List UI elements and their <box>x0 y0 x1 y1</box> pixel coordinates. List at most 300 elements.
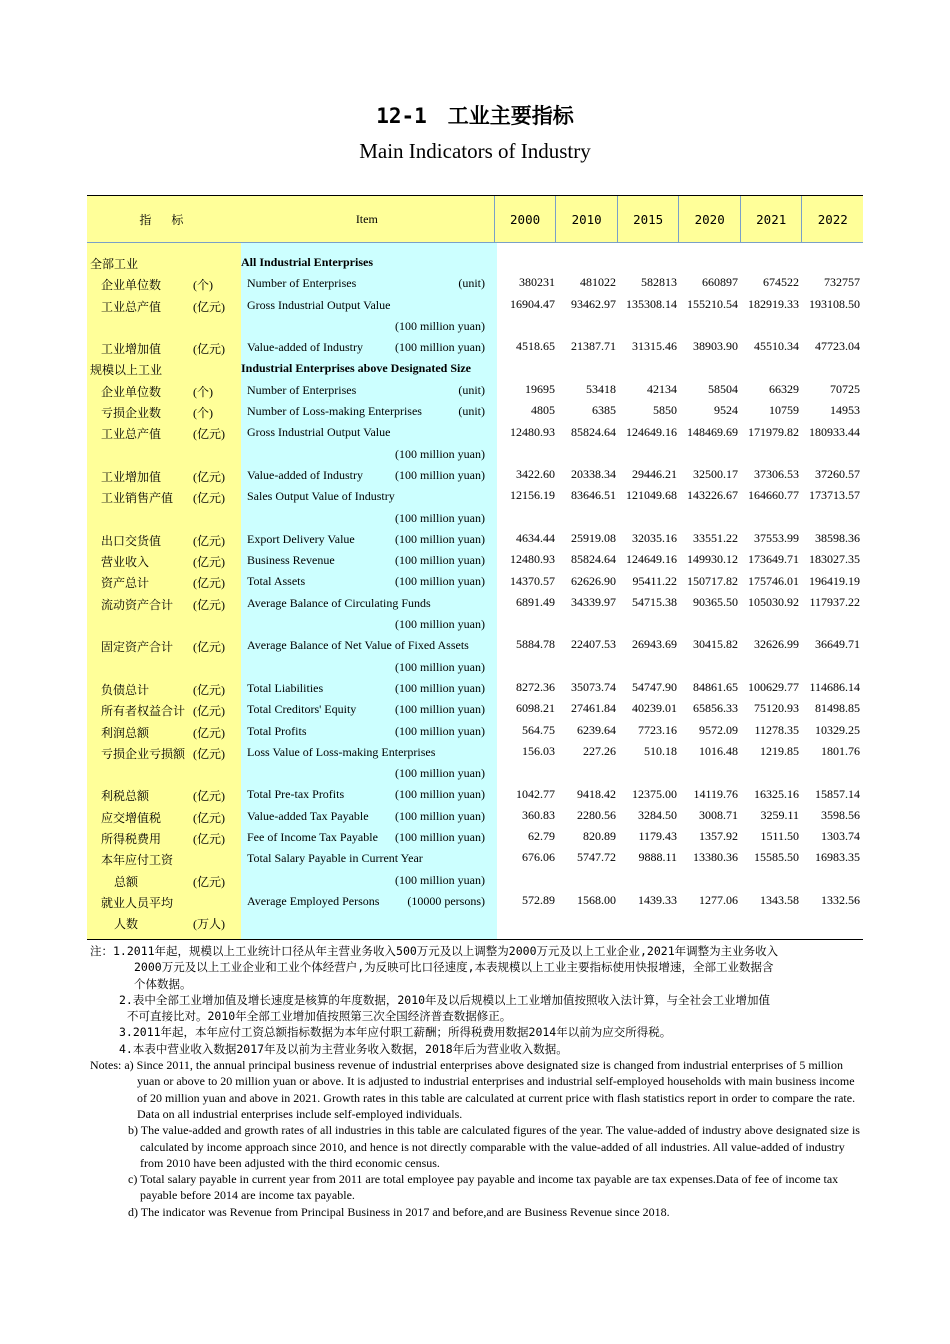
table-rows <box>87 243 863 939</box>
indicator-cn-label: 企业单位数 <box>101 278 162 293</box>
cell-item-en <box>241 613 497 634</box>
value-cell: 54747.90 <box>632 680 677 695</box>
value-cell: 1042.77 <box>516 786 555 801</box>
value-cell: 171979.82 <box>748 424 799 439</box>
item-en-unit: (100 million yuan) <box>395 808 485 823</box>
value-cell: 12480.93 <box>510 424 555 439</box>
table-section-row <box>87 251 863 272</box>
cell-item-en <box>241 379 497 400</box>
value-cell: 1016.48 <box>699 743 738 758</box>
cell-indicator-cn <box>87 528 241 549</box>
value-cell: 9572.09 <box>699 722 738 737</box>
table-row <box>87 592 863 613</box>
indicator-cn-label: 亏损企业亏损额 <box>101 746 186 761</box>
value-cell: 481022 <box>580 275 616 290</box>
cell-item-en <box>241 762 497 783</box>
header-year: 2000 <box>495 196 557 242</box>
item-en-label: Total Liabilities <box>247 680 324 695</box>
value-cell: 124649.16 <box>626 552 677 567</box>
item-en-unit: (100 million yuan) <box>395 446 485 461</box>
indicator-cn-label: 总额 <box>114 874 139 889</box>
indicator-cn-label: 人数 <box>114 917 139 932</box>
indicator-cn-label: 工业增加值 <box>101 469 162 484</box>
indicator-cn-unit: (亿元) <box>193 555 225 570</box>
value-cell: 582813 <box>641 275 677 290</box>
cell-indicator-cn <box>87 570 241 591</box>
item-en-label: Total Pre-tax Profits <box>247 787 345 802</box>
value-cell: 6385 <box>592 403 616 418</box>
cell-indicator-cn <box>87 379 241 400</box>
value-cell: 62.79 <box>528 829 555 844</box>
value-cell: 34339.97 <box>571 594 616 609</box>
item-en-unit: (100 million yuan) <box>395 318 485 333</box>
table-row <box>87 294 863 315</box>
value-cell: 35073.74 <box>571 680 616 695</box>
table-row <box>87 507 863 528</box>
table-row <box>87 826 863 847</box>
value-cell: 148469.69 <box>687 424 738 439</box>
table-row <box>87 869 863 890</box>
note-en: b) The value-added and growth rates of all industries in this table are calculated figures of the year. The value-added of industry above designated size is calculated by income approach since 2010, and hence is not directly comparable with the value-added of all industries. All value-added of industry from 2010 have been adjusted with the third economic census. <box>128 1123 860 1170</box>
value-cell: 6891.49 <box>516 594 555 609</box>
cell-indicator-cn <box>87 421 241 442</box>
value-cell: 9888.11 <box>638 850 677 865</box>
value-cell: 12375.00 <box>632 786 677 801</box>
cell-indicator-cn <box>87 315 241 336</box>
item-en-label: Fee of Income Tax Payable <box>247 830 378 845</box>
value-cell: 29446.21 <box>632 467 677 482</box>
value-cell: 135308.14 <box>626 296 677 311</box>
value-cell: 1219.85 <box>760 743 799 758</box>
indicator-cn-label: 工业销售产值 <box>101 491 174 506</box>
cell-item-en <box>241 294 497 315</box>
cell-item-en <box>241 911 497 932</box>
item-en-unit: (100 million yuan) <box>395 787 485 802</box>
value-cell: 37553.99 <box>754 531 799 545</box>
value-cell: 84861.65 <box>693 680 738 695</box>
item-en-label: Total Profits <box>247 723 307 738</box>
value-cell: 1439.33 <box>638 893 677 908</box>
value-cell: 65856.33 <box>693 701 738 716</box>
note-en: d) The indicator was Revenue from Principal Business in 2017 and before,and are Business Revenue since 2018. <box>128 1204 670 1219</box>
indicator-cn-label: 就业人员平均 <box>101 895 174 910</box>
indicator-cn-unit: (亿元) <box>193 576 225 591</box>
indicator-cn-unit: (亿元) <box>193 810 225 825</box>
note-cn: 个体数据。 <box>134 976 192 991</box>
indicator-cn-unit: (亿元) <box>193 491 225 506</box>
cell-indicator-cn <box>87 847 241 868</box>
cell-indicator-cn <box>87 400 241 421</box>
cell-item-en <box>241 464 497 485</box>
cell-indicator-cn <box>87 656 241 677</box>
value-cell: 674522 <box>763 275 799 290</box>
value-cell: 75120.93 <box>754 701 799 716</box>
header-year: 2021 <box>741 196 803 242</box>
value-cell: 1303.74 <box>821 829 860 844</box>
item-en-unit: (10000 persons) <box>407 893 485 908</box>
cell-indicator-cn <box>87 677 241 698</box>
indicator-cn-label: 出口交货值 <box>101 533 162 548</box>
indicator-cn-unit: (亿元) <box>193 725 225 740</box>
item-en-label: Average Balance of Circulating Funds <box>247 595 431 610</box>
value-cell: 15585.50 <box>754 850 799 865</box>
table-section-row <box>87 357 863 378</box>
value-cell: 9524 <box>714 403 738 418</box>
value-cell: 54715.38 <box>632 594 677 609</box>
value-cell: 62626.90 <box>571 573 616 588</box>
value-cell: 20338.34 <box>571 467 616 482</box>
indicator-cn-label: 本年应付工资 <box>101 853 174 868</box>
table-row <box>87 911 863 932</box>
note-cn: 注：1.2011年起，规模以上工业统计口径从年主营业务收入500万元及以上调整为2000万元及以上工业企业,2021年调整为主业务收入 <box>90 944 779 958</box>
indicator-cn-label: 工业增加值 <box>101 342 162 357</box>
value-cell: 572.89 <box>522 893 555 908</box>
indicator-cn-label: 全部工业 <box>90 257 139 271</box>
table-row <box>87 400 863 421</box>
indicator-cn-label: 所得税费用 <box>101 832 162 847</box>
value-cell: 3422.60 <box>516 467 555 482</box>
item-en-unit: (100 million yuan) <box>395 702 485 717</box>
value-cell: 4805 <box>531 403 555 418</box>
value-cell: 32626.99 <box>754 637 799 652</box>
value-cell: 3259.11 <box>760 807 799 822</box>
value-cell: 37306.53 <box>754 467 799 482</box>
item-en-label: Value-added Tax Payable <box>247 808 369 823</box>
item-en-unit: (100 million yuan) <box>395 574 485 589</box>
value-cell: 2280.56 <box>577 807 616 822</box>
cell-indicator-cn <box>87 634 241 655</box>
value-cell: 156.03 <box>522 743 555 758</box>
indicator-cn-unit: (亿元) <box>193 342 225 357</box>
value-cell: 22407.53 <box>571 637 616 652</box>
table-row <box>87 720 863 741</box>
indicator-cn-unit: (万人) <box>193 917 225 932</box>
value-cell: 90365.50 <box>693 594 738 609</box>
indicator-cn-label: 固定资产合计 <box>101 640 174 655</box>
item-en-label: Total Assets <box>247 574 306 589</box>
cell-item-en <box>241 847 497 868</box>
value-cell: 85824.64 <box>571 424 616 439</box>
note-cn: 2000万元及以上工业企业和工业个体经营户,为反映可比口径速度,本表规模以上工业主要指标使用快报增速，全部工业数据含 <box>134 960 774 975</box>
item-en-unit: (100 million yuan) <box>395 659 485 674</box>
value-cell: 3284.50 <box>638 807 677 822</box>
value-cell: 173649.71 <box>748 552 799 567</box>
value-cell: 164660.77 <box>748 488 799 503</box>
table-row <box>87 549 863 570</box>
value-cell: 227.26 <box>583 743 616 758</box>
value-cell: 1511.50 <box>760 829 799 844</box>
item-en-label: Export Delivery Value <box>247 531 355 546</box>
value-cell: 183027.35 <box>809 552 860 567</box>
value-cell: 33551.22 <box>693 531 738 545</box>
indicator-cn-label: 规模以上工业 <box>90 363 163 378</box>
indicator-cn-unit: (亿元) <box>193 682 225 697</box>
value-cell: 93462.97 <box>571 296 616 311</box>
item-en-unit: (100 million yuan) <box>395 830 485 845</box>
value-cell: 4518.65 <box>516 339 555 354</box>
cell-indicator-cn <box>87 357 241 378</box>
cell-item-en <box>241 528 497 549</box>
value-cell: 5884.78 <box>516 637 555 652</box>
item-en-label: Gross Industrial Output Value <box>247 425 391 440</box>
cell-indicator-cn <box>87 741 241 762</box>
header-year: 2022 <box>817 211 848 227</box>
indicator-cn-label: 利税总额 <box>101 789 150 804</box>
cell-indicator-cn <box>87 890 241 911</box>
value-cell: 53418 <box>586 381 616 396</box>
indicator-cn-unit: (亿元) <box>193 427 225 442</box>
table-body <box>87 243 863 940</box>
item-en-unit: (100 million yuan) <box>395 467 485 482</box>
notes <box>90 943 860 1220</box>
item-en-unit: (100 million yuan) <box>395 617 485 632</box>
cell-item-en <box>241 656 497 677</box>
indicators-table <box>87 195 863 940</box>
value-cell: 25919.08 <box>571 531 616 545</box>
value-cell: 5747.72 <box>577 850 616 865</box>
value-cell: 16904.47 <box>510 296 555 311</box>
note-cn: 不可直接比对。2010年全部工业增加值按照第三次全国经济普查数据修正。 <box>127 1009 512 1024</box>
value-cell: 660897 <box>702 275 738 290</box>
value-cell: 5850 <box>653 403 677 418</box>
value-cell: 95411.22 <box>632 573 677 588</box>
table-row <box>87 570 863 591</box>
item-en-unit: (100 million yuan) <box>395 340 485 355</box>
cell-item-en <box>241 592 497 613</box>
item-en-label: Number of Loss-making Enterprises <box>247 404 422 419</box>
table-row <box>87 890 863 911</box>
value-cell: 85824.64 <box>571 552 616 567</box>
value-cell: 15857.14 <box>815 786 860 801</box>
header-year: 2020 <box>679 196 741 242</box>
cell-indicator-cn <box>87 805 241 826</box>
cell-item-en <box>241 869 497 890</box>
item-en-label: Total Salary Payable in Current Year <box>247 851 423 866</box>
cell-item-en <box>241 272 497 293</box>
value-cell: 150717.82 <box>687 573 738 588</box>
table-row <box>87 656 863 677</box>
indicator-cn-unit: (亿元) <box>193 874 225 889</box>
value-cell: 12156.19 <box>510 488 555 503</box>
value-cell: 1343.58 <box>760 893 799 908</box>
value-cell: 14953 <box>830 403 860 418</box>
indicator-cn-unit: (个) <box>193 406 213 421</box>
value-cell: 31315.46 <box>632 339 677 354</box>
value-cell: 117937.22 <box>809 594 860 609</box>
indicator-cn-label: 资产总计 <box>101 576 150 591</box>
cell-item-en <box>241 783 497 804</box>
header-year: 2015 <box>618 196 680 242</box>
header-item-en: Item <box>240 196 495 242</box>
table-row <box>87 698 863 719</box>
value-cell: 32035.16 <box>632 531 677 545</box>
table-row <box>87 379 863 400</box>
cell-indicator-cn <box>87 336 241 357</box>
value-cell: 8272.36 <box>516 680 555 695</box>
table-row <box>87 272 863 293</box>
value-cell: 66329 <box>769 381 799 396</box>
item-en-unit: (100 million yuan) <box>395 510 485 525</box>
item-en-label: Gross Industrial Output Value <box>247 297 391 312</box>
cell-item-en <box>241 507 497 528</box>
cell-item-en <box>241 741 497 762</box>
value-cell: 38903.90 <box>693 339 738 354</box>
cell-item-en <box>241 315 497 336</box>
indicator-cn-unit: (亿元) <box>193 533 225 548</box>
value-cell: 27461.84 <box>571 701 616 716</box>
indicator-cn-unit: (个) <box>193 278 213 293</box>
item-en-label: Total Creditors' Equity <box>247 702 357 717</box>
table-row <box>87 634 863 655</box>
note-cn: 4.本表中营业收入数据2017年及以前为主营业务收入数据，2018年后为营业收入数据。 <box>119 1041 568 1056</box>
indicator-cn-label: 所有者权益合计 <box>101 704 186 719</box>
item-en-unit: (100 million yuan) <box>395 766 485 781</box>
indicator-cn-unit: (亿元) <box>193 299 225 314</box>
cell-indicator-cn <box>87 826 241 847</box>
cell-indicator-cn <box>87 698 241 719</box>
table-row <box>87 464 863 485</box>
item-en-unit: (100 million yuan) <box>395 553 485 568</box>
value-cell: 124649.16 <box>626 424 677 439</box>
cell-indicator-cn <box>87 613 241 634</box>
value-cell: 121049.68 <box>626 488 677 503</box>
item-en-label: Average Employed Persons <box>247 893 380 908</box>
table-row <box>87 677 863 698</box>
value-cell: 16983.35 <box>815 850 860 865</box>
value-cell: 6098.21 <box>516 701 555 716</box>
value-cell: 10759 <box>769 403 799 418</box>
cell-indicator-cn <box>87 783 241 804</box>
value-cell: 10329.25 <box>815 722 860 737</box>
value-cell: 11278.35 <box>754 722 799 737</box>
value-cell: 3598.56 <box>821 807 860 822</box>
cell-item-en <box>241 890 497 911</box>
value-cell: 21387.71 <box>571 339 616 354</box>
value-cell: 19695 <box>525 381 555 396</box>
value-cell: 83646.51 <box>571 488 616 503</box>
value-cell: 14119.76 <box>693 786 738 801</box>
indicator-cn-unit: (个) <box>193 384 213 399</box>
item-en-label: Value-added of Industry <box>247 467 363 482</box>
table-row <box>87 336 863 357</box>
cell-item-en <box>241 805 497 826</box>
cell-indicator-cn <box>87 251 241 272</box>
value-cell: 6239.64 <box>577 722 616 737</box>
table-row <box>87 805 863 826</box>
indicator-cn-label: 亏损企业数 <box>101 406 162 421</box>
indicator-cn-label: 营业收入 <box>101 555 150 570</box>
value-cell: 1568.00 <box>577 893 616 908</box>
value-cell: 30415.82 <box>693 637 738 652</box>
value-cell: 58504 <box>708 381 738 396</box>
note-en: Notes: a) Since 2011, the annual principal business revenue of industrial enterprises above designated size is changed from industrial enterprises of 5 million yuan or above to 20 million yuan or above. It is adjusted to industrial enterprises and industrial self-employed households with main business income of 20 million yuan and above in 2021. Growth rates in this table are calculated at current price with flash statistics report in order to compare the rate. Data on all industrial enterprises include self-employed individuals. <box>90 1058 856 1121</box>
indicator-cn-label: 工业总产值 <box>101 299 162 314</box>
header-indicator-cn: 指 标 <box>139 212 188 227</box>
value-cell: 732757 <box>824 275 860 290</box>
value-cell: 81498.85 <box>815 701 860 716</box>
value-cell: 676.06 <box>522 850 555 865</box>
item-en-unit: (100 million yuan) <box>395 680 485 695</box>
cell-indicator-cn <box>87 272 241 293</box>
cell-indicator-cn <box>87 507 241 528</box>
value-cell: 47723.04 <box>815 339 860 354</box>
cell-item-en <box>241 400 497 421</box>
item-en-unit: (100 million yuan) <box>395 872 485 887</box>
value-cell: 510.18 <box>644 743 677 758</box>
indicator-cn-label: 企业单位数 <box>101 384 162 399</box>
cell-item-en <box>241 570 497 591</box>
value-cell: 32500.17 <box>693 467 738 482</box>
cell-indicator-cn <box>87 720 241 741</box>
value-cell: 193108.50 <box>809 296 860 311</box>
item-en-label: Number of Enterprises <box>247 276 357 291</box>
cell-item-en <box>241 634 497 655</box>
value-cell: 1357.92 <box>699 829 738 844</box>
cell-item-en <box>241 336 497 357</box>
value-cell: 16325.16 <box>754 786 799 801</box>
value-cell: 100629.77 <box>748 680 799 695</box>
cell-indicator-cn <box>87 464 241 485</box>
item-en-label: Average Balance of Net Value of Fixed Assets <box>247 638 469 653</box>
cell-item-en <box>241 720 497 741</box>
cell-item-en <box>241 357 497 378</box>
value-cell: 105030.92 <box>748 594 799 609</box>
value-cell: 7723.16 <box>638 722 677 737</box>
value-cell: 37260.57 <box>815 467 860 482</box>
indicator-cn-label: 工业总产值 <box>101 427 162 442</box>
indicator-cn-label: 负债总计 <box>101 682 150 697</box>
value-cell: 4634.44 <box>516 531 555 545</box>
value-cell: 1332.56 <box>821 893 860 908</box>
indicator-cn-unit: (亿元) <box>193 597 225 612</box>
cell-indicator-cn <box>87 294 241 315</box>
value-cell: 360.83 <box>522 807 555 822</box>
item-en-label: Industrial Enterprises above Designated Size <box>241 361 472 376</box>
page-title-en: Main Indicators of Industry <box>359 139 591 163</box>
item-en-label: Value-added of Industry <box>247 340 363 355</box>
value-cell: 12480.93 <box>510 552 555 567</box>
cell-item-en <box>241 443 497 464</box>
table-header <box>87 195 863 243</box>
table-row <box>87 847 863 868</box>
value-cell: 45510.34 <box>754 339 799 354</box>
value-cell: 36649.71 <box>815 637 860 652</box>
cell-item-en <box>241 485 497 506</box>
indicator-cn-label: 流动资产合计 <box>101 597 174 612</box>
value-cell: 40239.01 <box>632 701 677 716</box>
value-cell: 380231 <box>519 275 555 290</box>
indicator-cn-unit: (亿元) <box>193 832 225 847</box>
value-cell: 26943.69 <box>632 637 677 652</box>
table-row <box>87 613 863 634</box>
indicator-cn-label: 利润总额 <box>101 725 150 740</box>
value-cell: 14370.57 <box>510 573 555 588</box>
cell-indicator-cn <box>87 592 241 613</box>
cell-indicator-cn <box>87 762 241 783</box>
cell-indicator-cn <box>87 443 241 464</box>
item-en-label: Loss Value of Loss-making Enterprises <box>247 744 436 759</box>
note-cn: 3.2011年起，本年应付工资总额指标数据为本年应付职工薪酬；所得税费用数据2014年以前为应交所得税。 <box>119 1025 672 1040</box>
cell-item-en <box>241 677 497 698</box>
item-en-label: Sales Output Value of Industry <box>247 489 395 504</box>
cell-indicator-cn <box>87 549 241 570</box>
value-cell: 114686.14 <box>809 680 860 695</box>
item-en-label: All Industrial Enterprises <box>241 255 374 269</box>
indicator-cn-label: 应交增值税 <box>101 810 162 825</box>
value-cell: 143226.67 <box>687 488 738 503</box>
indicator-cn-unit: (亿元) <box>193 640 225 655</box>
value-cell: 175746.01 <box>748 573 799 588</box>
